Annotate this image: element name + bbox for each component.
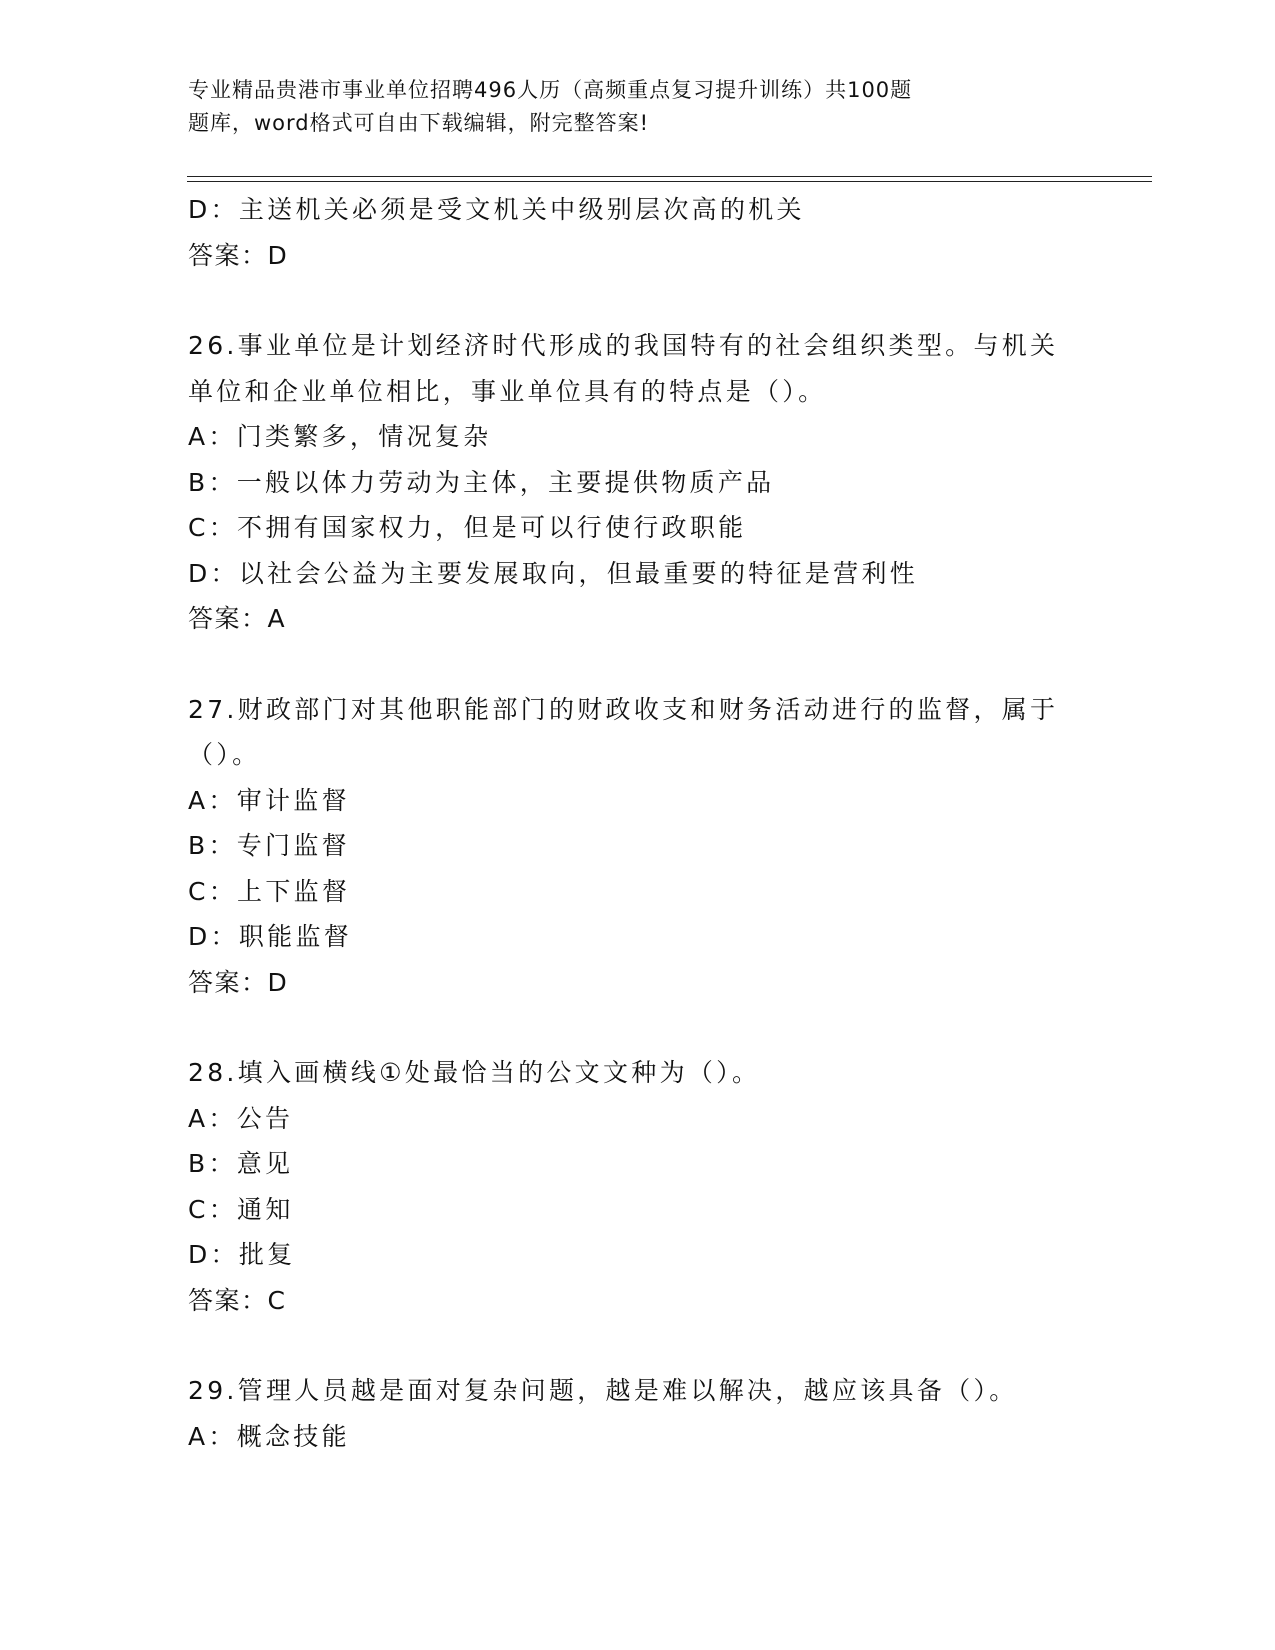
document-header bbox=[188, 74, 1068, 140]
option-d: D：职能监督 bbox=[188, 922, 353, 951]
continued-question bbox=[188, 187, 1088, 278]
answer-line: 答案：C bbox=[188, 1285, 287, 1315]
header-divider-bottom bbox=[187, 181, 1152, 182]
question-27 bbox=[188, 687, 1088, 1006]
question-stem-line: 单位和企业单位相比，事业单位具有的特点是（）。 bbox=[188, 376, 827, 406]
question-stem-line: 27.财政部门对其他职能部门的财政收支和财务活动进行的监督，属于 bbox=[188, 694, 1059, 724]
option-d: D：批复 bbox=[188, 1240, 296, 1269]
option-c: C：上下监督 bbox=[188, 876, 351, 906]
option-d: D：主送机关必须是受文机关中级别层次高的机关 bbox=[188, 195, 805, 224]
question-content bbox=[188, 187, 1088, 1459]
question-stem-line: 26.事业单位是计划经济时代形成的我国特有的社会组织类型。与机关 bbox=[188, 331, 1059, 360]
answer-line: 答案：D bbox=[188, 967, 289, 997]
option-a: A：审计监督 bbox=[188, 785, 350, 815]
option-a: A：公告 bbox=[188, 1103, 294, 1133]
option-b: B：专门监督 bbox=[188, 831, 350, 860]
option-b: B：意见 bbox=[188, 1149, 294, 1178]
question-stem-line: 29.管理人员越是面对复杂问题，越是难以解决，越应该具备（）。 bbox=[188, 1376, 1018, 1405]
question-stem-line: 28.填入画横线①处最恰当的公文文种为（）。 bbox=[188, 1058, 761, 1087]
header-title-line-1: 专业精品贵港市事业单位招聘496人历（高频重点复习提升训练）共100题 bbox=[188, 78, 913, 102]
option-a: A：门类繁多，情况复杂 bbox=[188, 422, 492, 451]
answer-line: 答案：A bbox=[188, 604, 287, 633]
option-d: D：以社会公益为主要发展取向，但最重要的特征是营利性 bbox=[188, 558, 919, 588]
answer-line: 答案：D bbox=[188, 240, 289, 270]
question-29 bbox=[188, 1368, 1088, 1459]
header-title-line-2: 题库，word格式可自由下载编辑，附完整答案! bbox=[188, 111, 650, 135]
option-c: C：不拥有国家权力，但是可以行使行政职能 bbox=[188, 513, 747, 542]
option-a: A：概念技能 bbox=[188, 1421, 350, 1451]
question-28 bbox=[188, 1050, 1088, 1323]
option-c: C：通知 bbox=[188, 1194, 294, 1224]
question-stem-line: （）。 bbox=[188, 740, 261, 769]
header-divider-top bbox=[187, 176, 1152, 177]
option-b: B：一般以体力劳动为主体，主要提供物质产品 bbox=[188, 467, 775, 497]
question-26 bbox=[188, 323, 1088, 642]
